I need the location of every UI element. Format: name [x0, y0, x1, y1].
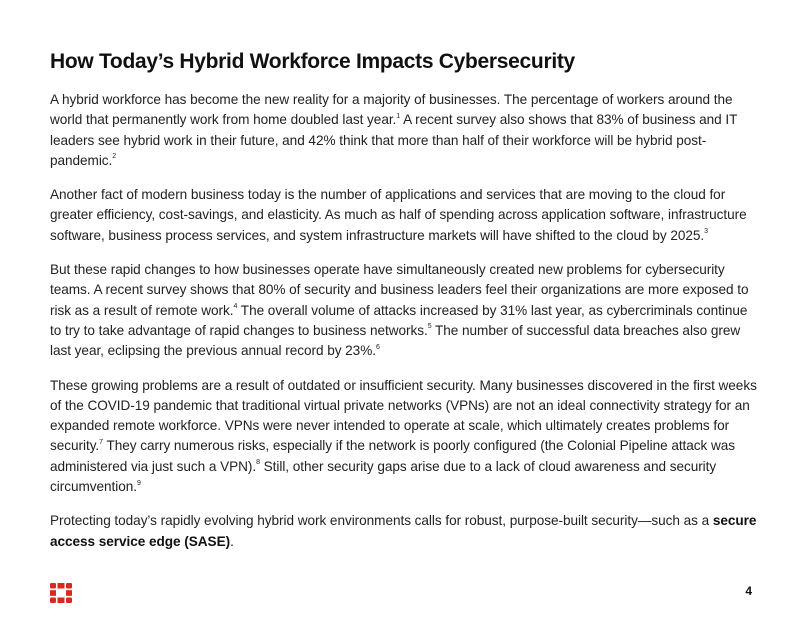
paragraph-cloud-migration	[50, 185, 762, 246]
text-span: .	[230, 533, 234, 549]
text-span: Protecting today’s rapidly evolving hybrid work environments calls for robust, purpose-built security—such as a	[50, 513, 713, 529]
document-page	[50, 48, 762, 566]
paragraph-hybrid-workforce	[50, 90, 762, 171]
footnote-ref: 1	[396, 112, 401, 120]
text-span: These growing problems are a result of outdated or insufficient security. Many businesses discovered in the first weeks of the COVID-19 pandemic that traditional virtual private networks (VPNs) are not an ideal connectivity strategy for an expanded remote workforce. VPNs were never intended to operate at scale, which ultimately creates problems for security.	[50, 377, 757, 454]
text-span: The number of successful data breaches also grew last year, eclipsing the previous annual record by 23%.	[50, 322, 741, 359]
footnote-ref: 3	[704, 228, 708, 236]
page-title: How Today’s Hybrid Workforce Impacts Cybersecurity	[50, 50, 575, 73]
paragraph-outdated-security	[50, 376, 762, 498]
text-span: A hybrid workforce has become the new reality for a majority of businesses. The percentage of workers around the world that permanently work from home doubled last year.	[50, 92, 733, 128]
footnote-ref: 6	[375, 343, 380, 351]
text-span: Another fact of modern business today is the number of applications and services that are moving to the cloud for greater efficiency, cost-savings, and elasticity. As much as half of spending across application software, infrastructure software, business process services, and system infrastructure markets will have shifted to the cloud by 2025.	[50, 187, 747, 243]
fortinet-logo-icon	[50, 583, 72, 603]
footnote-ref: 7	[99, 438, 103, 446]
footnote-ref: 4	[233, 303, 238, 311]
paragraph-new-problems	[50, 260, 762, 361]
text-span: The overall volume of attacks increased by 31% last year, as cybercriminals continue to try to take advantage of rapid changes to business networks.	[50, 302, 748, 338]
text-span: But these rapid changes to how businesses operate have simultaneously created new problems for cybersecurity teams. A recent survey shows that 80% of security and business leaders feel their organizations are more exposed to risk as a result of remote work.	[50, 262, 749, 318]
text-span: A recent survey also shows that 83% of business and IT leaders see hybrid work in their future, and 42% think that more than half of their workforce will be hybrid post-pandemic.	[50, 112, 738, 168]
footnote-ref: 9	[136, 479, 141, 487]
text-span: They carry numerous risks, especially if the network is poorly configured (the Colonial Pipeline attack was administered via just such a VPN).	[50, 438, 736, 474]
page-number: 4	[745, 584, 752, 598]
footnote-ref: 2	[112, 153, 117, 161]
footnote-ref: 8	[256, 459, 260, 467]
text-span: Still, other security gaps arise due to a lack of cloud awareness and security circumvention.	[50, 458, 717, 495]
footnote-ref: 5	[427, 323, 432, 331]
paragraph-sase	[50, 511, 762, 552]
sase-term: secure access service edge (SASE)	[50, 513, 757, 549]
